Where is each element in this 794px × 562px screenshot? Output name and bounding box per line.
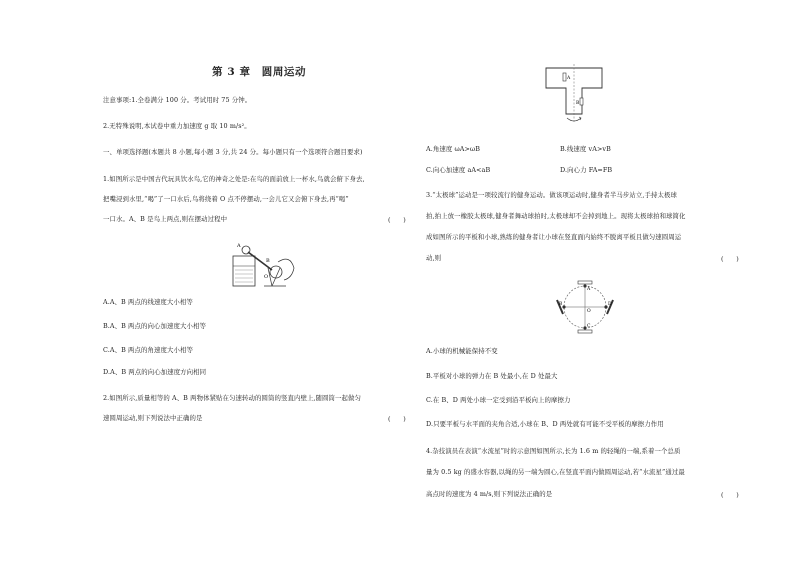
q2-answer-bracket: ( ) (388, 415, 406, 423)
fig1-label-o: O (264, 274, 269, 280)
q3-option-b: B.平板对小球的弹力在 B 处最小,在 D 处最大 (426, 372, 558, 380)
q2-option-a: A.角速度 ωA>ωB (426, 145, 481, 153)
fig3-label-o: O (587, 309, 591, 314)
q3-line-1: 3.“太极球”运动是一项较流行的健身运动。做该项运动时,健身者半马步站立,手持太极球 (426, 191, 677, 199)
taiji-ball-figure (551, 278, 619, 336)
fig2-label-b: B (576, 101, 580, 106)
rotating-cylinder-figure (544, 64, 604, 126)
fig3-label-c: C (587, 324, 591, 329)
q3-option-c: C.在 B、D 两处小球一定受到沿平板向上的摩擦力 (426, 396, 571, 404)
fig2-label-a: A (567, 76, 571, 81)
q1-option-a: A.A、B 两点的线速度大小相等 (103, 298, 193, 306)
q4-line-2: 量为 0.5 kg 的盛水容器,以绳的另一端为圆心,在竖直平面内做圆周运动,若“水流星”通过最 (426, 468, 685, 476)
q2-option-b: B.线速度 vA>vB (560, 145, 611, 153)
q1-option-c: C.A、B 两点的角速度大小相等 (103, 346, 193, 354)
q1-line-1: 1.如图所示是中国古代玩具饮水鸟,它的神奇之处是:在鸟的面前放上一杯水,鸟就会俯下身去, (103, 175, 365, 183)
q2-line-2: 速圆周运动,则下列说法中正确的是 (103, 414, 203, 422)
q4-line-3: 高点时的速度为 4 m/s,则下列说法正确的是 (426, 490, 553, 498)
q2-line-1: 2.如图所示,质量相等的 A、B 两物体紧贴在匀速转动的圆筒的竖直内壁上,随圆筒一起做匀 (103, 394, 361, 402)
fig3-label-b: B (559, 302, 563, 307)
q3-option-d: D.只要平板与水平面的夹角合适,小球在 B、D 两处就有可能不受平板的摩擦力作用 (426, 420, 664, 428)
q1-option-d: D.A、B 两点的向心加速度方向相同 (103, 368, 207, 376)
fig1-label-b: B (266, 258, 270, 264)
note-2: 2.无特殊说明,本试卷中重力加速度 g 取 10 m/s²。 (103, 122, 251, 130)
page-title: 第 3 章 圆周运动 (212, 66, 307, 78)
q3-line-3: 成如图所示的平板和小球,熟练的健身者让小球在竖直面内始终不脱离平板且做匀速圆周运 (426, 233, 682, 241)
q2-option-c: C.向心加速度 aA<aB (426, 166, 491, 174)
q3-line-4: 动,则 (426, 254, 442, 262)
fig3-label-d: D (608, 302, 612, 307)
q1-answer-bracket: ( ) (388, 216, 406, 224)
q3-line-2: 拍,拍上放一橡胶太极球,健身者舞动球拍时,太极球却不会掉到地上。现将太极球拍和球简化 (426, 212, 686, 220)
fig3-label-a: A (587, 287, 591, 292)
q1-line-3: 一口水。A、B 是鸟上两点,则在摆动过程中 (103, 215, 228, 223)
q4-line-1: 4.杂技演员在表演“水流星”时的示意图如图所示,长为 1.6 m 的轻绳的一端,系着一个总质 (426, 447, 681, 455)
fig1-label-a: A (237, 243, 241, 249)
q3-option-a: A.小球的机械能保持不变 (426, 347, 498, 355)
q3-answer-bracket: ( ) (721, 255, 739, 263)
q1-line-2: 把嘴浸到水里,“喝”了一口水后,鸟将绕着 O 点不停摆动,一会儿它又会俯下身去,再“喝” (103, 195, 349, 203)
q1-option-b: B.A、B 两点的向心加速度大小相等 (103, 322, 206, 330)
q4-answer-bracket: ( ) (721, 491, 739, 499)
q2-option-d: D.向心力 FA=FB (560, 166, 613, 174)
section-header: 一、单项选择题(本题共 8 小题,每小题 3 分,共 24 分。每小题只有一个选项符合题目要求) (103, 148, 363, 156)
note-1: 注意事项:1.全卷满分 100 分。考试用时 75 分钟。 (103, 96, 252, 104)
drinking-bird-figure (228, 238, 303, 290)
